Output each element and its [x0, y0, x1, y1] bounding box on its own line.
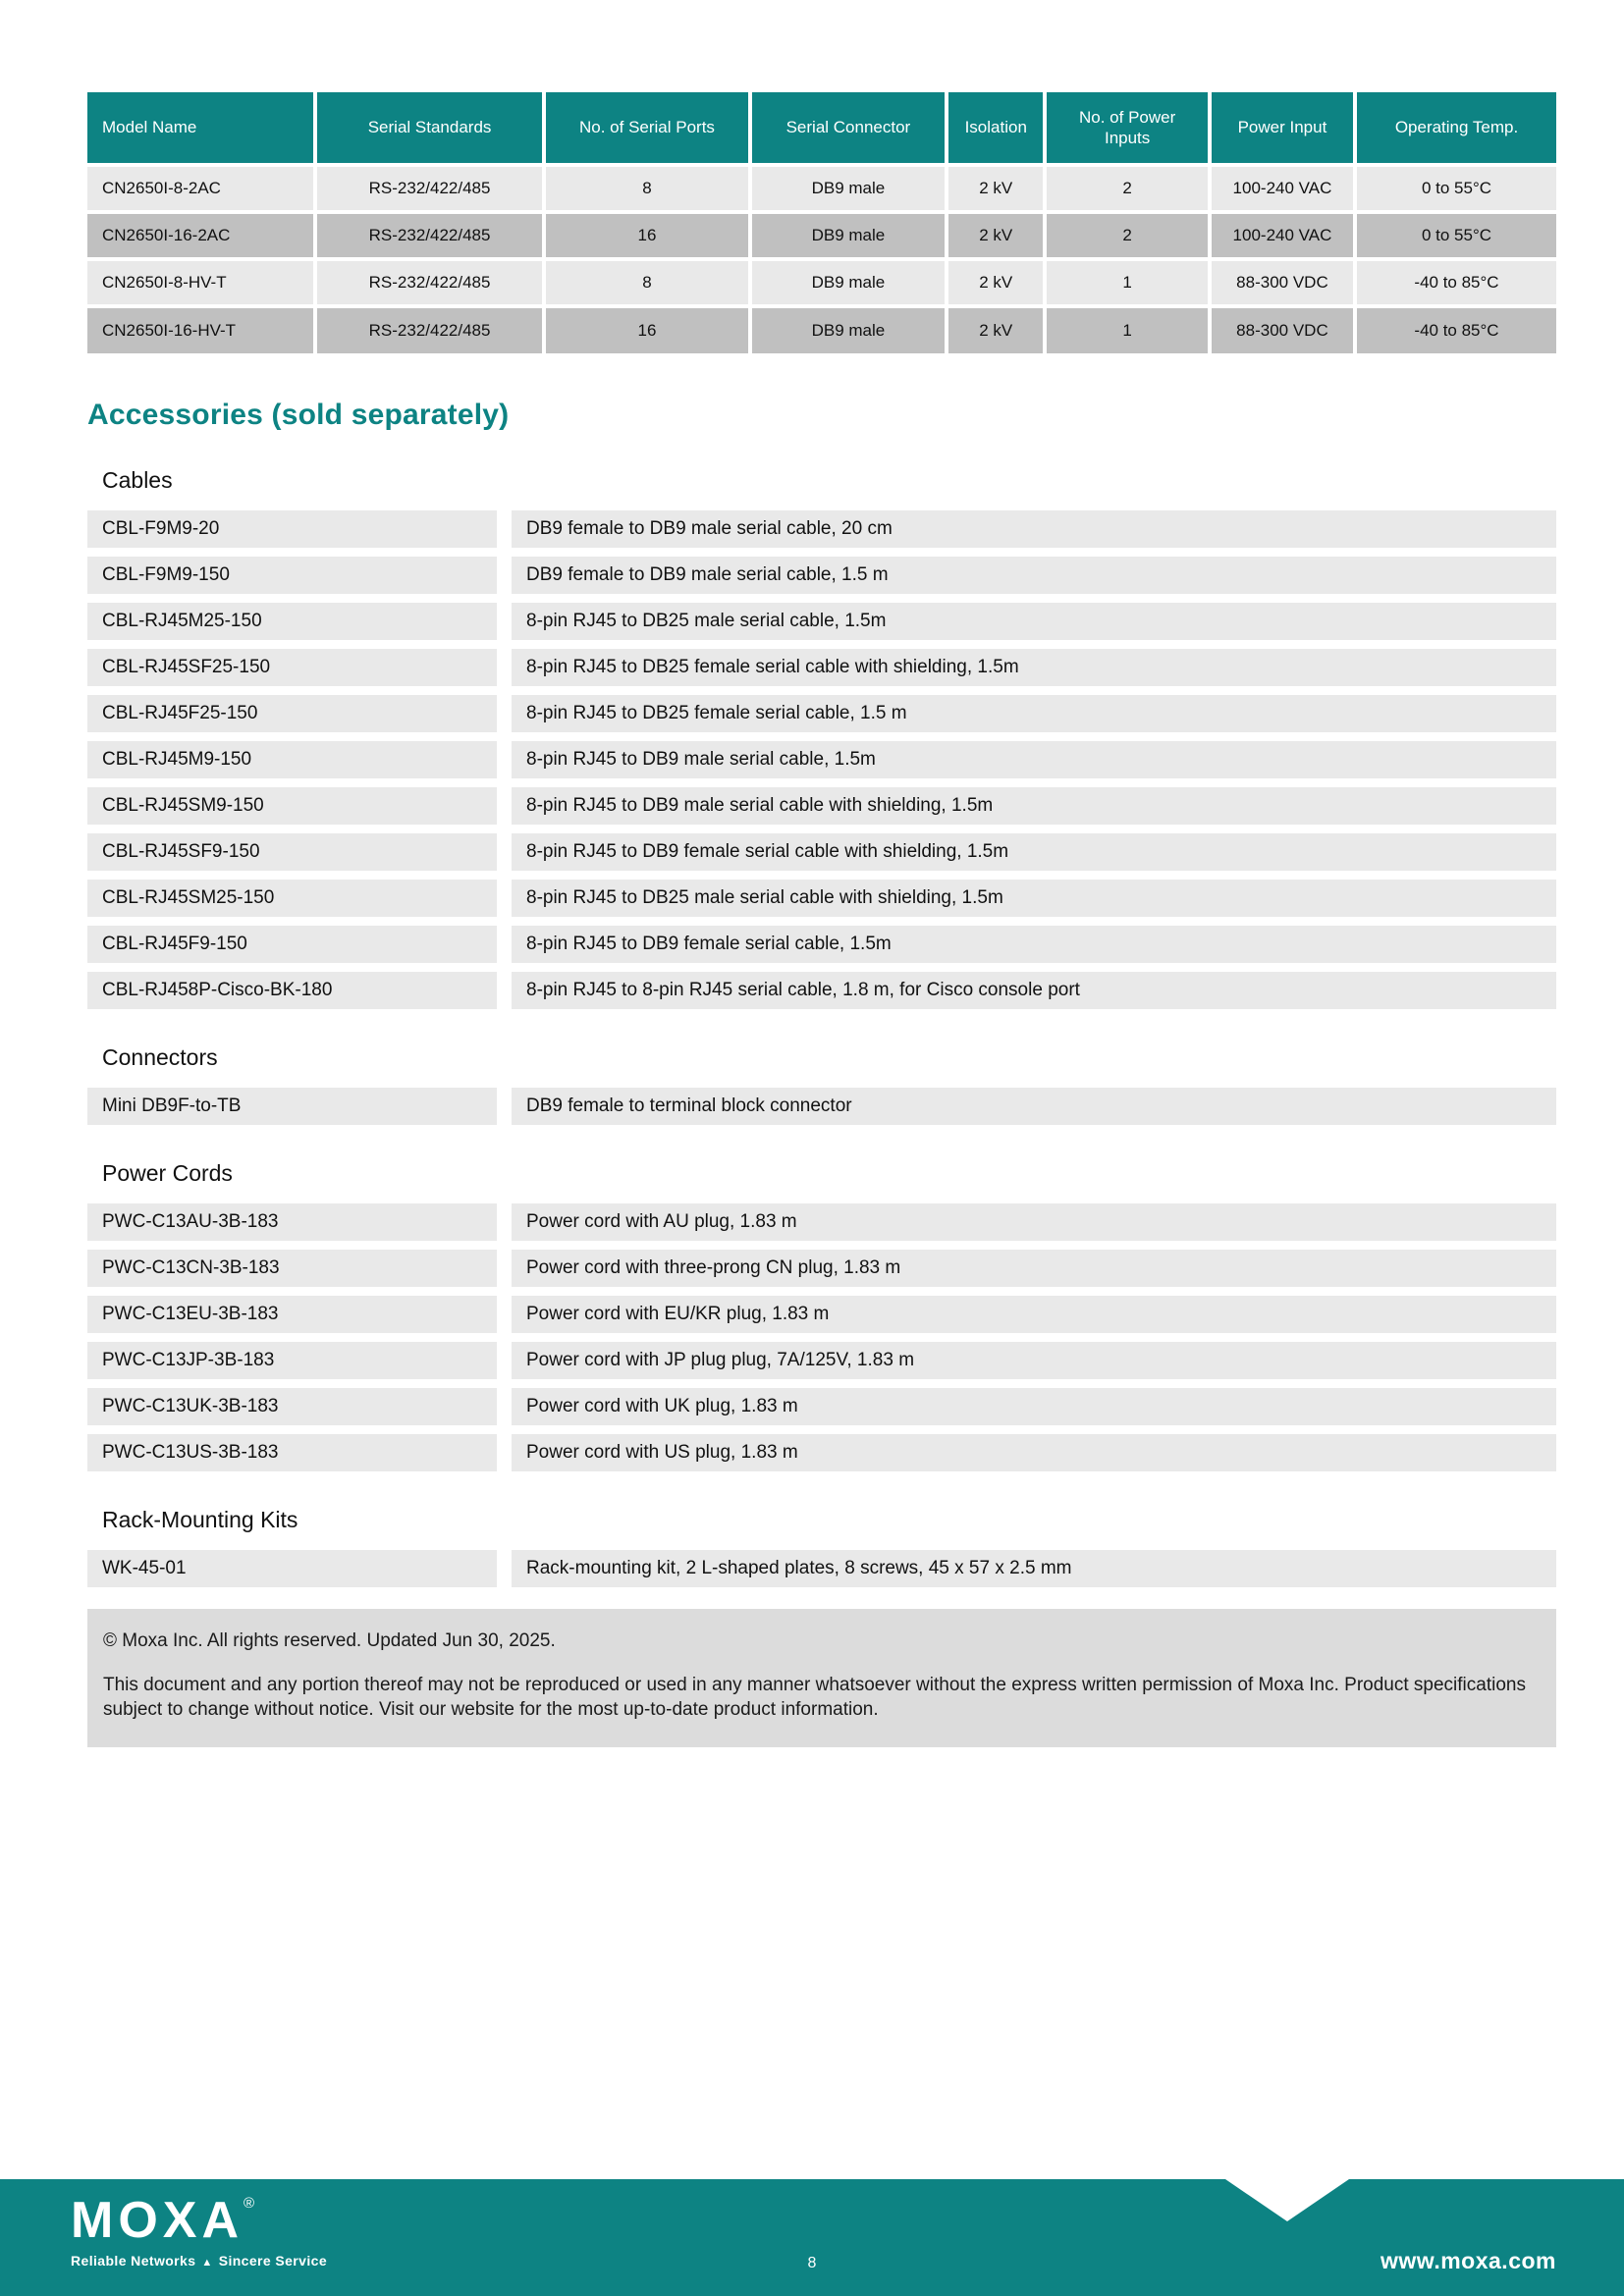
copyright-text: © Moxa Inc. All rights reserved. Updated Jun 30, 2025. [103, 1630, 556, 1651]
accessory-description: Power cord with JP plug plug, 7A/125V, 1.83 m [512, 1342, 1556, 1379]
legal-text: This document and any portion thereof may not be reproduced or used in any manner whatsoever without the express written permission of Moxa Inc. Product specifications subject to change without notice. Visit our website for the most up-to-date product information. [103, 1675, 1526, 1720]
accessory-row [87, 557, 1556, 594]
accessory-row [87, 1250, 1556, 1287]
accessory-description: 8-pin RJ45 to DB9 male serial cable with shielding, 1.5m [512, 787, 1556, 825]
model-name-cell: CN2650I-16-HV-T [87, 306, 315, 353]
spec-table-header-row [87, 92, 1556, 165]
accessory-description: DB9 female to DB9 male serial cable, 20 cm [512, 510, 1556, 548]
accessory-row [87, 972, 1556, 1009]
accessory-description: 8-pin RJ45 to DB25 female serial cable, 1.5 m [512, 695, 1556, 732]
triangle-icon: ▲ [201, 2257, 213, 2269]
tagline-right: Sincere Service [218, 2253, 327, 2269]
accessory-section-title: Power Cords [102, 1160, 233, 1186]
accessory-description: 8-pin RJ45 to DB9 female serial cable with shielding, 1.5m [512, 833, 1556, 871]
accessory-model: PWC-C13US-3B-183 [87, 1434, 497, 1471]
spec-column-header: Serial Connector [750, 92, 947, 165]
spec-cell: DB9 male [750, 259, 947, 306]
spec-cell: 2 [1045, 165, 1210, 212]
spec-cell: DB9 male [750, 306, 947, 353]
accessory-row [87, 1434, 1556, 1471]
accessory-description: Power cord with EU/KR plug, 1.83 m [512, 1296, 1556, 1333]
spec-cell: 16 [544, 306, 749, 353]
accessory-model: CBL-RJ458P-Cisco-BK-180 [87, 972, 497, 1009]
spec-column-header: Power Input [1210, 92, 1355, 165]
accessory-model: CBL-F9M9-20 [87, 510, 497, 548]
spec-column-header: Operating Temp. [1355, 92, 1556, 165]
accessory-model: WK-45-01 [87, 1550, 497, 1587]
spec-cell: RS-232/422/485 [315, 306, 544, 353]
website-link[interactable]: www.moxa.com [1380, 2248, 1556, 2273]
spec-column-header: Model Name [87, 92, 315, 165]
accessory-description: 8-pin RJ45 to DB25 male serial cable, 1.5m [512, 603, 1556, 640]
spec-cell: RS-232/422/485 [315, 212, 544, 259]
spec-cell: 8 [544, 259, 749, 306]
tagline-left: Reliable Networks [71, 2253, 196, 2269]
accessory-row [87, 926, 1556, 963]
spec-cell: RS-232/422/485 [315, 259, 544, 306]
accessory-row [87, 1088, 1556, 1125]
spec-cell: 100-240 VAC [1210, 165, 1355, 212]
accessory-description: DB9 female to DB9 male serial cable, 1.5 m [512, 557, 1556, 594]
spec-table-body [87, 165, 1556, 353]
accessory-row [87, 649, 1556, 686]
spec-cell: 16 [544, 212, 749, 259]
accessory-row [87, 603, 1556, 640]
bottom-bar [0, 2179, 1624, 2296]
accessory-model: CBL-RJ45F9-150 [87, 926, 497, 963]
accessory-description: 8-pin RJ45 to 8-pin RJ45 serial cable, 1.8 m, for Cisco console port [512, 972, 1556, 1009]
accessory-description: Power cord with AU plug, 1.83 m [512, 1203, 1556, 1241]
spec-cell: DB9 male [750, 165, 947, 212]
accessory-row [87, 1550, 1556, 1587]
spec-cell: 8 [544, 165, 749, 212]
accessory-description: 8-pin RJ45 to DB25 female serial cable with shielding, 1.5m [512, 649, 1556, 686]
accessory-model: Mini DB9F-to-TB [87, 1088, 497, 1125]
spec-cell: 1 [1045, 259, 1210, 306]
accessory-model: CBL-F9M9-150 [87, 557, 497, 594]
accessory-section-title: Rack-Mounting Kits [102, 1507, 298, 1532]
spec-table [87, 92, 1556, 353]
accessory-row [87, 833, 1556, 871]
spec-column-header: Serial Standards [315, 92, 544, 165]
registered-mark-icon: ® [244, 2195, 255, 2212]
accessory-model: CBL-RJ45SF9-150 [87, 833, 497, 871]
moxa-logo-wordmark: MOXA® [71, 2192, 255, 2249]
spec-cell: 0 to 55°C [1355, 165, 1556, 212]
accessory-model: PWC-C13EU-3B-183 [87, 1296, 497, 1333]
accessory-row [87, 1203, 1556, 1241]
spec-cell: -40 to 85°C [1355, 259, 1556, 306]
accessory-model: CBL-RJ45M25-150 [87, 603, 497, 640]
accessory-model: CBL-RJ45SM9-150 [87, 787, 497, 825]
spec-cell: 88-300 VDC [1210, 306, 1355, 353]
spec-cell: -40 to 85°C [1355, 306, 1556, 353]
accessory-model: CBL-RJ45F25-150 [87, 695, 497, 732]
accessory-model: CBL-RJ45SF25-150 [87, 649, 497, 686]
spec-cell: RS-232/422/485 [315, 165, 544, 212]
spec-cell: 100-240 VAC [1210, 212, 1355, 259]
spec-table-row [87, 165, 1556, 212]
accessory-row [87, 510, 1556, 548]
accessory-description: Power cord with US plug, 1.83 m [512, 1434, 1556, 1471]
spec-column-header: No. of Power Inputs [1045, 92, 1210, 165]
accessory-sections [87, 467, 1556, 1587]
legal-block [87, 1609, 1556, 1747]
accessory-model: PWC-C13AU-3B-183 [87, 1203, 497, 1241]
model-name-cell: CN2650I-8-HV-T [87, 259, 315, 306]
accessory-row [87, 880, 1556, 917]
page-number: 8 [807, 2255, 817, 2271]
accessory-row [87, 1296, 1556, 1333]
spec-column-header: No. of Serial Ports [544, 92, 749, 165]
spec-table-row [87, 212, 1556, 259]
accessory-row [87, 741, 1556, 778]
spec-cell: 2 kV [947, 165, 1045, 212]
accessory-model: PWC-C13UK-3B-183 [87, 1388, 497, 1425]
spec-cell: 2 kV [947, 259, 1045, 306]
spec-cell: DB9 male [750, 212, 947, 259]
spec-cell: 2 kV [947, 212, 1045, 259]
accessory-description: DB9 female to terminal block connector [512, 1088, 1556, 1125]
accessory-section-title: Connectors [102, 1044, 218, 1070]
accessory-description: Power cord with three-prong CN plug, 1.83 m [512, 1250, 1556, 1287]
accessory-description: 8-pin RJ45 to DB9 male serial cable, 1.5m [512, 741, 1556, 778]
accessory-row [87, 1388, 1556, 1425]
accessory-model: CBL-RJ45M9-150 [87, 741, 497, 778]
spec-cell: 88-300 VDC [1210, 259, 1355, 306]
accessory-row [87, 695, 1556, 732]
accessory-row [87, 1342, 1556, 1379]
spec-column-header: Isolation [947, 92, 1045, 165]
spec-table-row [87, 259, 1556, 306]
accessory-description: Power cord with UK plug, 1.83 m [512, 1388, 1556, 1425]
spec-table-row [87, 306, 1556, 353]
accessory-section-title: Cables [102, 467, 173, 493]
model-name-cell: CN2650I-8-2AC [87, 165, 315, 212]
accessory-row [87, 787, 1556, 825]
spec-cell: 2 kV [947, 306, 1045, 353]
accessory-description: Rack-mounting kit, 2 L-shaped plates, 8 screws, 45 x 57 x 2.5 mm [512, 1550, 1556, 1587]
accessory-description: 8-pin RJ45 to DB9 female serial cable, 1.5m [512, 926, 1556, 963]
moxa-tagline [71, 2253, 327, 2269]
moxa-logo [71, 2192, 327, 2269]
accessory-model: CBL-RJ45SM25-150 [87, 880, 497, 917]
spec-cell: 1 [1045, 306, 1210, 353]
accessory-model: PWC-C13JP-3B-183 [87, 1342, 497, 1379]
accessory-model: PWC-C13CN-3B-183 [87, 1250, 497, 1287]
accessory-description: 8-pin RJ45 to DB25 male serial cable with shielding, 1.5m [512, 880, 1556, 917]
notch-decoration [1225, 2179, 1349, 2221]
spec-cell: 2 [1045, 212, 1210, 259]
model-name-cell: CN2650I-16-2AC [87, 212, 315, 259]
accessories-heading: Accessories (sold separately) [87, 399, 510, 431]
spec-cell: 0 to 55°C [1355, 212, 1556, 259]
